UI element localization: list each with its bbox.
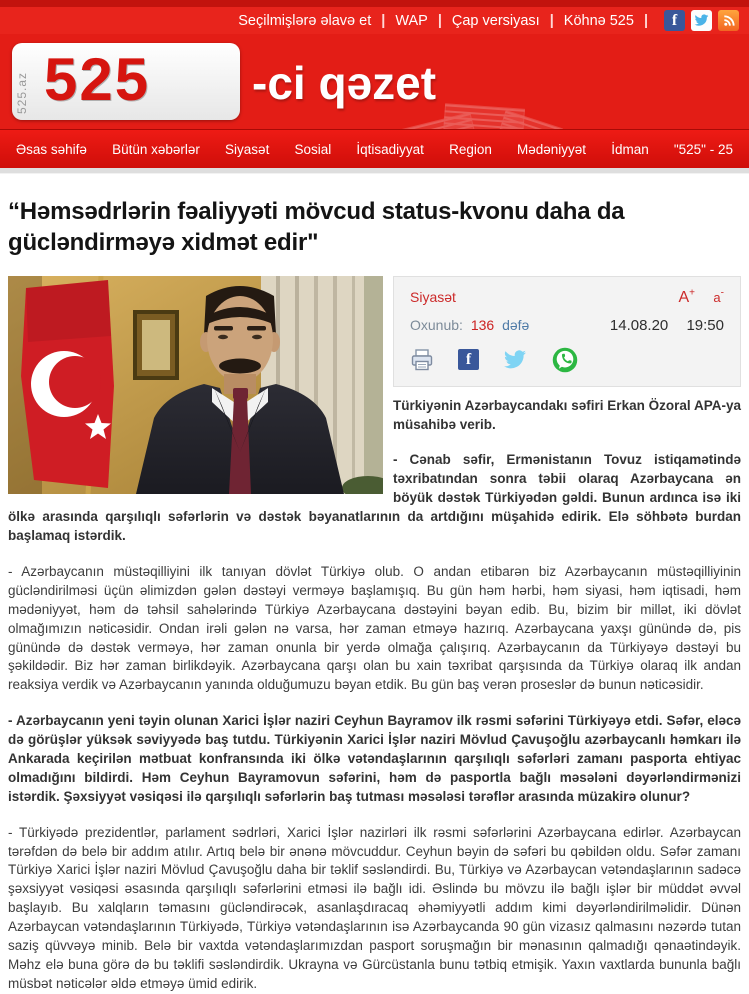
separator: | <box>549 12 554 29</box>
whatsapp-share-icon[interactable] <box>551 346 579 374</box>
add-to-favorites-link[interactable]: Seçilmişlərə əlavə et <box>238 12 372 29</box>
interview-answer: - Azərbaycanın müstəqilliyini ilk tanıyan dövlət Türkiyə olub. O andan etibarən biz Azərbaycanın müstəqilliyinin gücləndirilməsi üçün əlimizdən gələn dəstəyi verməyə başlamışıq. Bu gün həm hərbi, həm siyasi, həm iqtisadi, həm mədəniyyət, həm də təhsil sahələrində Türkiyə Azərbaycana dəstəyini bəyan edib. Bu, bizim bir millət, iki dövlət olmağımızın nəticəsidir. Ondan irəli gələn nə varsa, hər zaman etməyə hazırıq. Azərbaycana yaxşı günündə də, pis günündə də dəstək verməyə, hər zaman onunla bir yerdə olmağa çalışırıq. Azərbaycanın da Türkiyəyə dəstəyi bu şəkildədir. Biz hər zaman birlikdəyik. Azərbaycana qarşı olan bu xain təxribat qarşısında da Türkiyə olaraq ilk andan reaksiya verdik və Azərbaycanın yanında olduğumuzu bəyan etdik. Bu gün baş verən proseslər də bunun nəticəsidir. <box>8 563 741 693</box>
interview-question: - Azərbaycanın yeni təyin olunan Xarici İşlər naziri Ceyhun Bayramov ilk rəsmi səfərini Türkiyəyə etdi. Səfər, eləcə də görüşlər yüksək səviyyədə baş tutdu. Türkiyənin Xarici İşlər naziri Mövlud Çavuşoğlu azərbaycanlı həmkarı ilə Ankarada keçirilən mətbuat konfransında iki ölkə vətəndaşlarının qarşılıqlı səfərləri zamanı pasporta ehtiyac olmadığını bildirdi. Həm Ceyhun Bayramovun səfərini, həm də pasportla bağlı məsələni dəyərləndirmənizi istərdik. Şəxsiyyət vəsiqəsi ilə qarşılıqlı səfərlərin baş tutması məsələsi tərəflər arasında müzakirə olunur? <box>8 713 741 804</box>
article-meta-box <box>393 276 741 386</box>
facebook-icon[interactable] <box>664 10 685 31</box>
nav-item-region[interactable]: Region <box>449 141 492 157</box>
logo-suffix: -ci qəzet <box>252 57 437 109</box>
logo-number: 525 <box>44 46 151 113</box>
nav-item-politics[interactable]: Siyasət <box>225 141 270 157</box>
share-bar <box>410 346 724 374</box>
font-size-controls <box>664 287 724 306</box>
font-increase-button[interactable]: A+ <box>678 287 695 306</box>
publish-time: 19:50 <box>686 316 724 334</box>
facebook-share-icon[interactable] <box>458 349 479 370</box>
article <box>0 196 749 994</box>
font-decrease-button[interactable]: a- <box>713 287 724 305</box>
nav-item-sport[interactable]: İdman <box>611 141 649 157</box>
nav-item-525-25[interactable]: "525" - 25 <box>673 141 733 157</box>
site-logo[interactable] <box>12 43 240 120</box>
twitter-icon[interactable] <box>691 10 712 31</box>
interview-answer: - Türkiyədə prezidentlər, parlament sədrləri, Xarici İşlər nazirləri ilk rəsmi səfərlərini Azərbaycana edirlər. Azərbaycan tərəfdən də belə bir addım atılır. Artıq belə bir ənənə mövcuddur. Ceyhun bəyin də səfəri bu qəbildən oldu. Səfər zamanı Türkiyə Xarici İşlər naziri Mövlud Çavuşoğlu daha bir təklif səsləndirdi. Bu, Türkiyə və Azərbaycan vətəndaşlarının sadəcə şəxsiyyət vəsiqəsi əsasında qarşılıqlı səfərlərini etməsi ilə bağlı idi. Əslində bu mövzu ilə bağlı işlər bir müddət əvvəl başlayıb. Bu xalqların təmasını gücləndirəcək, asanlaşdıracaq əhəmiyyətli addım kimi dəyərləndirilməlidir. Dünən Azərbaycan vətəndaşlarının Türkiyədə, Türkiyə vətəndaşlarının isə Azərbaycanda 90 gün vizasız qalmasını nəzərdə tutan saziş qüvvəyə minib. Belə bir vaxtda vətəndaşlarımızdan pasport soruşmağın bir mənasının qalmadığı qənaətindəyik. Məhz elə buna görə də bu təklifi səsləndirdik. Ukrayna və Gürcüstanla bunu tətbiq etmişik. Yaxın vaxtlarda bununla bağlı müsbət nəticələr əldə etməyə ümid edirik. <box>8 824 741 991</box>
site-domain-label: 525.az <box>15 71 29 114</box>
article-photo <box>8 276 383 494</box>
rss-icon[interactable] <box>718 10 739 31</box>
publish-date: 14.08.20 <box>609 316 669 334</box>
twitter-share-icon[interactable] <box>503 350 527 370</box>
divider <box>0 168 749 174</box>
old-site-link[interactable]: Köhnə 525 <box>563 12 634 29</box>
masthead <box>0 34 749 129</box>
category-link[interactable]: Siyasət <box>410 288 456 305</box>
read-counter: Oxunub: 136 dəfə <box>410 316 530 333</box>
utility-bar <box>0 7 749 34</box>
separator: | <box>381 12 386 29</box>
main-nav <box>0 129 749 168</box>
nav-item-culture[interactable]: Mədəniyyət <box>517 141 587 157</box>
top-accent-strip <box>0 0 749 7</box>
article-lead: Türkiyənin Azərbaycandakı səfiri Erkan Özoral APA-ya müsahibə verib. <box>393 397 741 432</box>
separator: | <box>437 12 442 29</box>
separator: | <box>643 12 648 29</box>
print-version-link[interactable]: Çap versiyası <box>451 12 540 29</box>
nav-item-all-news[interactable]: Bütün xəbərlər <box>112 141 200 157</box>
nav-item-social[interactable]: Sosial <box>294 141 332 157</box>
interview-question: - Cənab səfir, Ermənistanın Tovuz istiqamətində təxribatından sonra təbii olaraq Azərbaycana ən böyük dəstək Türkiyədən gəldi. Bunun ardınca isə iki ölkə arasında qarşılıqlı səfərlərin və dəstək bəyanatlarının da artdığını müşahidə edirik. Elə söhbətə burdan başlamaq istərdik. <box>8 452 741 544</box>
nav-item-home[interactable]: Əsas səhifə <box>16 141 87 157</box>
publish-datetime <box>610 317 724 334</box>
wap-link[interactable]: WAP <box>395 12 428 29</box>
article-title: “Həmsədrlərin fəaliyyəti mövcud status-kvonu daha da gücləndirməyə xidmət edir" <box>8 198 625 257</box>
nav-item-economy[interactable]: İqtisadiyyat <box>356 141 424 157</box>
print-icon[interactable] <box>410 349 434 371</box>
